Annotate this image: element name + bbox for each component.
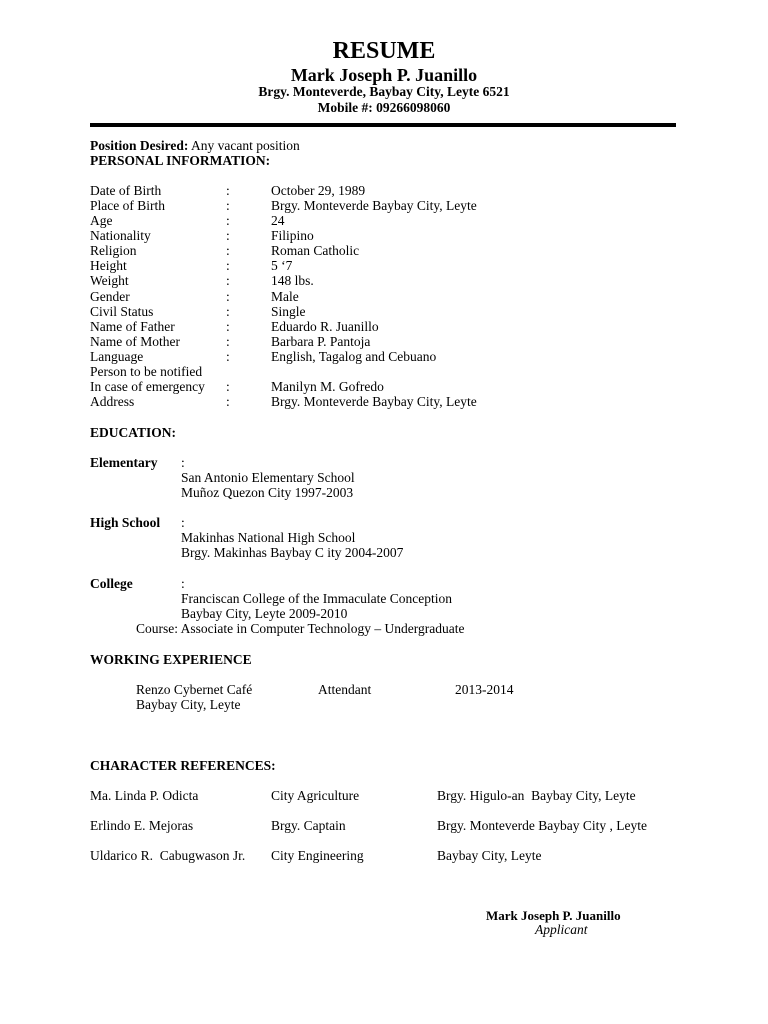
position-desired-label: Position Desired: xyxy=(90,138,189,153)
resume-title: RESUME xyxy=(332,38,436,64)
personal-label: Name of Father xyxy=(90,319,175,334)
applicant-mobile: Mobile #: 09266098060 xyxy=(317,100,451,115)
elementary-school: San Antonio Elementary School xyxy=(181,470,355,485)
personal-label: Age xyxy=(90,213,113,228)
personal-value: Brgy. Monteverde Baybay City, Leyte xyxy=(271,394,477,409)
personal-label: Civil Status xyxy=(90,304,154,319)
personal-value: Male xyxy=(271,289,299,304)
work-location: Baybay City, Leyte xyxy=(136,697,241,712)
personal-sep: : xyxy=(226,349,230,364)
signature-role: Applicant xyxy=(535,922,588,937)
personal-sep: : xyxy=(226,304,230,319)
personal-value: English, Tagalog and Cebuano xyxy=(271,349,437,364)
work-heading: WORKING EXPERIENCE xyxy=(90,652,252,667)
highschool-school: Makinhas National High School xyxy=(181,530,356,545)
college-label: College xyxy=(90,576,133,591)
position-desired-value: Any vacant position xyxy=(191,138,300,153)
personal-value: Roman Catholic xyxy=(271,243,360,258)
personal-value: Single xyxy=(271,304,306,319)
personal-sep: : xyxy=(226,334,230,349)
personal-sep: : xyxy=(226,243,230,258)
position-desired xyxy=(90,138,300,153)
reference-address: Brgy. Monteverde Baybay City , Leyte xyxy=(437,818,647,833)
reference-name: Uldarico R. Cabugwason Jr. xyxy=(90,848,246,863)
personal-value: October 29, 1989 xyxy=(271,183,366,198)
header-divider xyxy=(90,123,676,127)
elementary-detail: Muñoz Quezon City 1997-2003 xyxy=(181,485,354,500)
personal-label: Person to be notified xyxy=(90,364,203,379)
personal-sep: : xyxy=(226,379,230,394)
personal-label: Nationality xyxy=(90,228,151,243)
personal-value: Eduardo R. Juanillo xyxy=(271,319,379,334)
personal-label: Place of Birth xyxy=(90,198,165,213)
personal-sep: : xyxy=(226,319,230,334)
personal-label: Language xyxy=(90,349,144,364)
reference-position: Brgy. Captain xyxy=(271,818,346,833)
personal-label: Address xyxy=(90,394,135,409)
personal-label: Religion xyxy=(90,243,137,258)
personal-value: 5 ‘7 xyxy=(271,258,293,273)
personal-value: 148 lbs. xyxy=(271,273,314,288)
reference-name: Erlindo E. Mejoras xyxy=(90,818,194,833)
personal-sep: : xyxy=(226,289,230,304)
personal-label: Gender xyxy=(90,289,130,304)
personal-value: Brgy. Monteverde Baybay City, Leyte xyxy=(271,198,477,213)
applicant-name: Mark Joseph P. Juanillo xyxy=(290,65,478,85)
personal-label: Name of Mother xyxy=(90,334,180,349)
personal-info-heading: PERSONAL INFORMATION: xyxy=(90,153,271,168)
personal-label: Date of Birth xyxy=(90,183,162,198)
personal-value: Filipino xyxy=(271,228,314,243)
elementary-sep: : xyxy=(181,455,185,470)
college-school: Franciscan College of the Immaculate Conception xyxy=(181,591,453,606)
reference-position: City Agriculture xyxy=(271,788,360,803)
personal-sep: : xyxy=(226,273,230,288)
personal-sep: : xyxy=(226,183,230,198)
personal-value: Barbara P. Pantoja xyxy=(271,334,371,349)
personal-sep: : xyxy=(226,394,230,409)
college-course: Course: Associate in Computer Technology – Undergraduate xyxy=(136,621,465,636)
highschool-sep: : xyxy=(181,515,185,530)
college-detail: Baybay City, Leyte 2009-2010 xyxy=(181,606,348,621)
elementary-label: Elementary xyxy=(90,455,158,470)
reference-address: Brgy. Higulo-an Baybay City, Leyte xyxy=(437,788,636,803)
work-years: 2013-2014 xyxy=(455,682,514,697)
personal-value: Manilyn M. Gofredo xyxy=(271,379,384,394)
signature-name: Mark Joseph P. Juanillo xyxy=(486,908,621,923)
reference-name: Ma. Linda P. Odicta xyxy=(90,788,199,803)
personal-sep: : xyxy=(226,228,230,243)
reference-address: Baybay City, Leyte xyxy=(437,848,542,863)
personal-sep: : xyxy=(226,198,230,213)
references-heading: CHARACTER REFERENCES: xyxy=(90,758,276,773)
highschool-detail: Brgy. Makinhas Baybay C ity 2004-2007 xyxy=(181,545,404,560)
reference-position: City Engineering xyxy=(271,848,364,863)
work-company: Renzo Cybernet Café xyxy=(136,682,253,697)
applicant-address: Brgy. Monteverde, Baybay City, Leyte 6521 xyxy=(258,84,510,99)
personal-label: Weight xyxy=(90,273,129,288)
college-sep: : xyxy=(181,576,185,591)
personal-sep: : xyxy=(226,213,230,228)
highschool-label: High School xyxy=(90,515,161,530)
personal-value: 24 xyxy=(271,213,285,228)
personal-label: In case of emergency xyxy=(90,379,205,394)
education-heading: EDUCATION: xyxy=(90,425,177,440)
personal-sep: : xyxy=(226,258,230,273)
personal-label: Height xyxy=(90,258,127,273)
work-role: Attendant xyxy=(318,682,372,697)
